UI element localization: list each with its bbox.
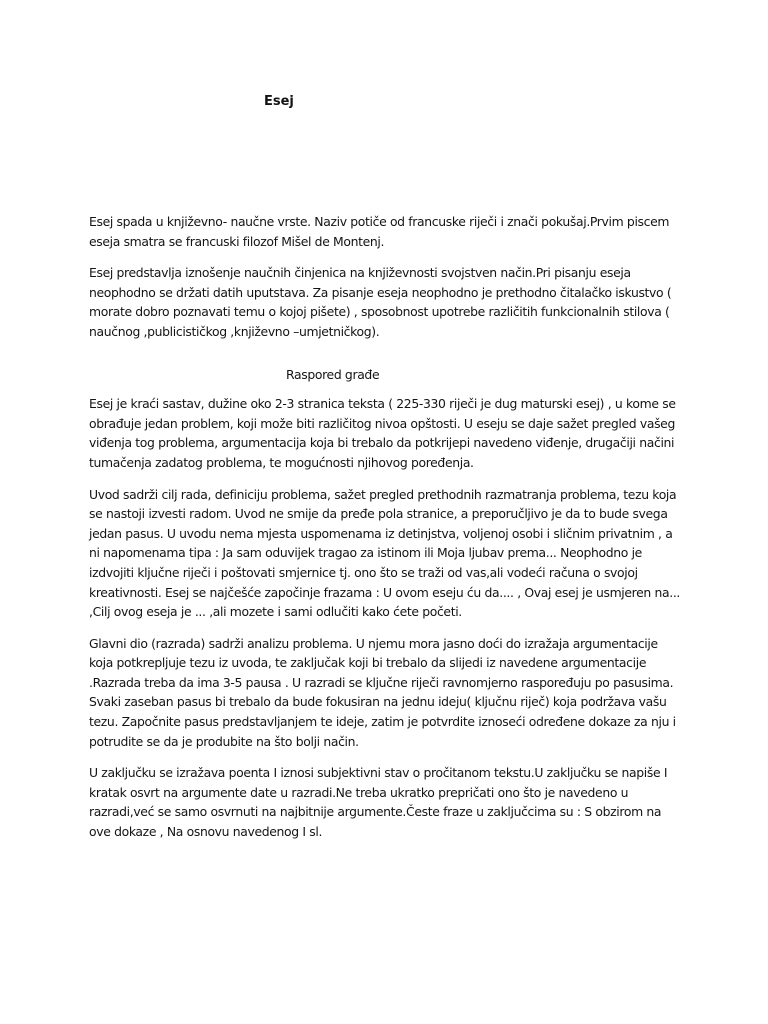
main-body-paragraph: Glavni dio (razrada) sadrži analizu problema. U njemu mora jasno doći do izražaja argumentacije koja potkrepljuje tezu iz uvoda, te zaključak koji bi trebalo da slijedi iz navedene argumentacije .Razrada treba da ima 3-5 pausa . U razradi se ključne riječi ravnomjerno raspoređuju po pasusima. Svaki zaseban pasus bi trebalo da bude fokusiran na jednu ideju( ključnu riječ) koja podržava vašu tezu. Započnite pasus predstavljanjem te ideje, zatim je potvrdite iznoseći određene dokaze za nju i potrudite se da je produbite na što bolji način. (89, 635, 676, 749)
introduction-paragraph: Uvod sadrži cilj rada, definiciju problema, sažet pregled prethodnih razmatranja problema, tezu koja se nastoji izvesti radom. Uvod ne smije da pređe pola stranice, a preporučljivo je da to bude svega jedan pasus. U uvodu nema mjesta uspomenama iz detinjstva, voljenoj osobi i sličnim privatnim , a ni napomenama tipa : Ja sam oduvijek tragao za istinom ili Moja ljubav prema... Neophodno je izdvojiti ključne riječi i poštovati smjernice tj. ono što se traži od vas,ali vodeći računa o svojoj kreativnosti. Esej se najčešće započinje frazama : U ovom eseju ću da.... , Ovaj esej je usmjeren na... ,Cilj ovog eseja je ... ,ali mozete i sami odlučiti kako ćete početi. (89, 486, 681, 620)
document-title: Esej (264, 94, 294, 109)
document-body (89, 212, 681, 854)
definition-paragraph: Esej predstavlja iznošenje naučnih činjenica na književnosti svojstven način.Pri pisanju eseja neophodno se držati datih uputstava. Za pisanje eseja neophodno je prethodno čitalačko iskustvo ( morate dobro poznavati temu o kojoj pišete) , sposobnost upotrebe različitih funkcionalnih stilova ( naučnog ,publicističkog ,književno –umjetničkog). (89, 265, 672, 339)
conclusion-paragraph: U zaključku se izražava poenta I iznosi subjektivni stav o pročitanom tekstu.U zaključku se napiše I kratak osvrt na argumente date u razradi.Ne treba ukratko prepričati ono što je navedeno u razradi,već se samo osvrnuti na najbitnije argumente.Česte fraze u zaključcima su : S obzirom na ove dokaze , Na osnovu navedenog I sl. (89, 765, 668, 840)
intro-paragraph: Esej spada u književno- naučne vrste. Naziv potiče od francuske riječi i znači pokušaj.Prvim piscem eseja smatra se francuski filozof Mišel de Montenj. (89, 214, 670, 249)
overview-paragraph: Esej je kraći sastav, dužine oko 2-3 stranica teksta ( 225-330 riječi je dug maturski esej) , u kome se obrađuje jedan problem, koji može biti različitog nivoa opštosti. U eseju se daje sažet pregled vašeg viđenja tog problema, argumentacija koja bi trebalo da potkrijepi navedeno viđenje, drugačiji načini tumačenja zadatog problema, te mogućnosti njihovog poređenja. (89, 396, 676, 470)
section-heading: Raspored građe (286, 366, 380, 382)
